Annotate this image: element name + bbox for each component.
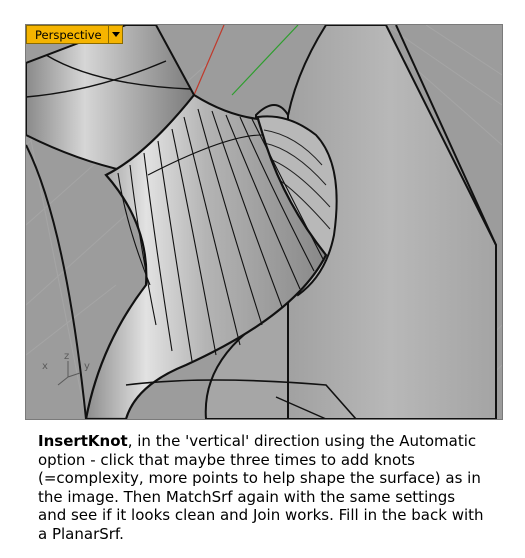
perspective-viewport[interactable] xyxy=(25,24,503,420)
caption-text: , in the 'vertical' direction using the Automatic option - click that maybe three times to add knots (=complexity, more points to help shape the surface) as in the image. Then MatchSrf again with the same settings and see if it looks clean and Join works. Fill in the back with a PlanarSrf. xyxy=(38,432,484,543)
y-axis-line xyxy=(232,25,298,95)
instruction-caption xyxy=(38,432,488,544)
axis-x-label: x xyxy=(42,361,48,372)
viewport-tab[interactable] xyxy=(26,25,123,44)
axis-z-label: z xyxy=(64,351,70,362)
axis-gizmo-icon xyxy=(40,351,100,391)
caption-command: InsertKnot xyxy=(38,432,128,450)
axis-y-label: y xyxy=(84,361,90,372)
viewport-menu-arrow-icon[interactable] xyxy=(108,26,122,43)
viewport-tab-label[interactable]: Perspective xyxy=(35,28,102,42)
x-axis-line xyxy=(194,25,224,95)
